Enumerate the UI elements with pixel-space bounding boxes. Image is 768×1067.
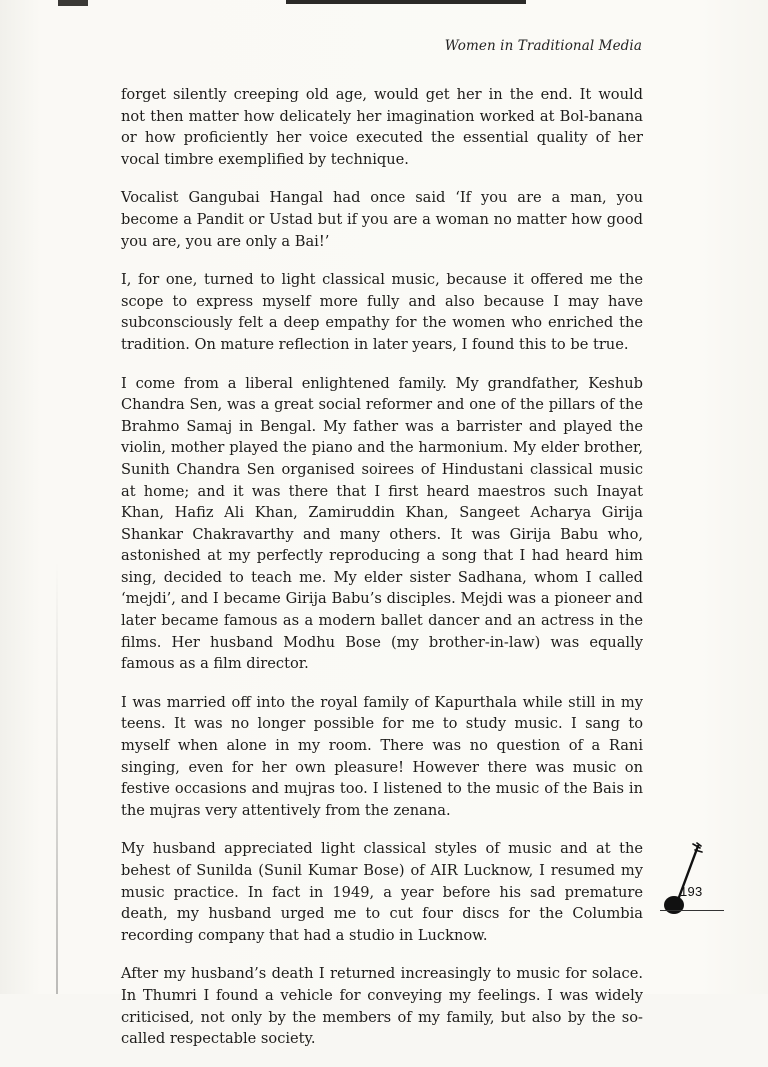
scan-edge-mark [58,0,88,6]
page-gutter-shadow [56,560,58,994]
top-rule [286,0,526,4]
body-text [121,84,643,1067]
paragraph: I, for one, turned to light classical music, because it offered me the scope to express myself more fully and also because I may have subconsciously felt a deep empathy for the women who enriched the tradition. On mature reflection in later years, I found this to be true. [121,271,643,353]
page-number: 193 [680,884,703,899]
paragraph: Vocalist Gangubai Hangal had once said ‘If you are a man, you become a Pandit or Ustad but if you are a woman no matter how good you are, you are only a Bai!’ [121,189,643,250]
running-head: Women in Traditional Media [444,38,642,54]
paragraph: I was married off into the royal family of Kapurthala while still in my teens. It was no longer possible for me to study music. I sang to myself when alone in my room. There was no question of a Rani singing, even for her own pleasure! However there was music on festive occasions and mujras too. I listened to the music of the Bais in the mujras very attentively from the zenana. [121,693,643,819]
paragraph: After my husband’s death I returned increasingly to music for solace. In Thumri I found a vehicle for conveying my feelings. I was widely criticised, not only by the members of my family, but also by the so-called respectable society. [121,965,643,1048]
paragraph: forget silently creeping old age, would get her in the end. It would not then matter how delicately her imagination worked at Bol-banana or how proficiently her voice executed the essential quality of her vocal timbre exemplified by technique. [121,86,643,168]
paragraph: My husband appreciated light classical styles of music and at the behest of Sunilda (Sunil Kumar Bose) of AIR Lucknow, I resumed my music practice. In fact in 1949, a year before his sad premature death, my husband urged me to cut four discs for the Columbia recording company that had a studio in Lucknow. [121,840,643,944]
page-number-rule [660,910,724,911]
paragraph: I come from a liberal enlightened family. My grandfather, Keshub Chandra Sen, was a great social reformer and one of the pillars of the Brahmo Samaj in Bengal. My father was a barrister and played the violin, mother played the piano and the harmonium. My elder brother, Sunith Chandra Sen organised soirees of Hindustani classical music at home; and it was there that I first heard maestros such Inayat Khan, Hafiz Ali Khan, Zamiruddin Khan, Sangeet Acharya Girija Shankar Chakravarthy and many others. It was Girija Babu who, astonished at my perfectly reproducing a song that I had heard him sing, decided to teach me. My elder sister Sadhana, whom I called ‘mejdi’, and I became Girija Babu’s disciples. Mejdi was a pioneer and later became famous as a modern ballet dancer and an actress in the films. Her husband Modhu Bose (my brother-in-law) was equally famous as a film director. [121,374,643,673]
